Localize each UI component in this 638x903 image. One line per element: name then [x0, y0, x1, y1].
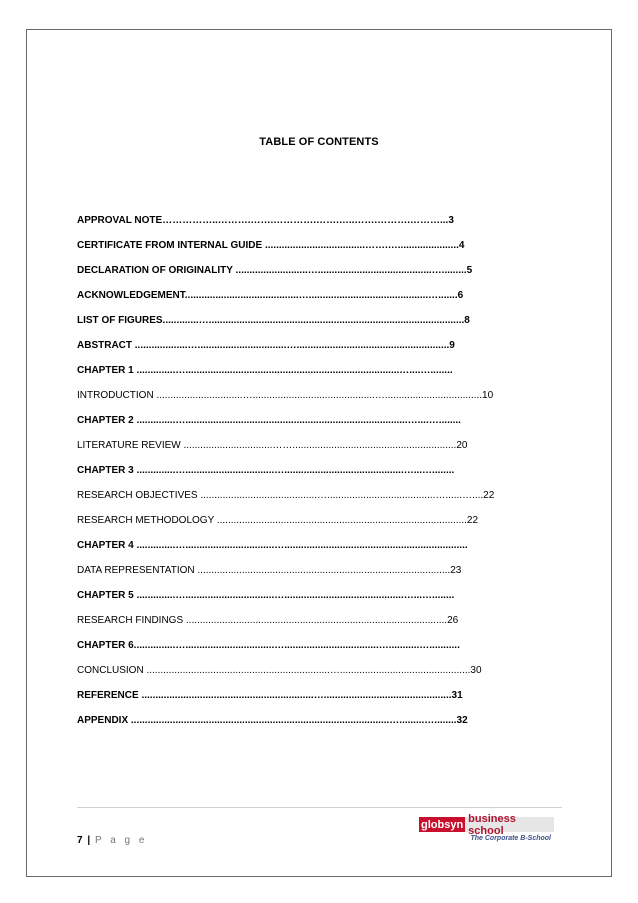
- toc-entry: [77, 364, 537, 389]
- school-logo: [419, 812, 554, 845]
- toc-entry-text: LIST OF FIGURES.............…............................................................................................8: [77, 315, 470, 326]
- toc-entry: [77, 539, 537, 564]
- toc-entry-text: ACKNOWLEDGEMENT.........................................…...........................................….......6: [77, 290, 464, 301]
- toc-entry: [77, 689, 537, 714]
- toc-entry-text: REFERENCE ..............................................................…..............................................31: [77, 690, 463, 701]
- toc-entry: [77, 289, 537, 314]
- toc-entry: [77, 314, 537, 339]
- toc-entry-text: CHAPTER 4 ..............…................................…..................................................................: [77, 540, 468, 551]
- logo-right-text: business school: [465, 817, 554, 832]
- toc-entry-text: CHAPTER 1 ..............….............................................................................…....…........: [77, 365, 453, 376]
- toc-entry-text: CHAPTER 6...............…................................…..................................…...........…...........: [77, 640, 460, 651]
- toc-entry-text: INTRODUCTION ...............................…............................................…...................................10: [77, 390, 494, 401]
- toc-entry-text: DECLARATION OF ORIGINALITY ..........................….........................................….........5: [77, 265, 473, 276]
- footer-divider: [77, 807, 562, 808]
- toc-entry-text: RESEARCH FINDINGS ..............................................................................................26: [77, 615, 459, 626]
- toc-entry-text: CERTIFICATE FROM INTERNAL GUIDE ....................................…….…......................4: [77, 240, 465, 251]
- toc-entry: [77, 664, 537, 689]
- toc-entry-text: CHAPTER 3 ..............…................................…...........................................…...…........: [77, 465, 455, 476]
- toc-entry: [77, 414, 537, 439]
- toc-entry: [77, 714, 537, 739]
- toc-entry: [77, 389, 537, 414]
- toc-entry: [77, 589, 537, 614]
- toc-entry-text: APPENDIX .............................................................................................….........…........32: [77, 715, 468, 726]
- toc-entry-text: CONCLUSION ..................................................................…...............................................30: [77, 665, 482, 676]
- toc-entry-text: CHAPTER 2 ..............…................................................................................…....…........: [77, 415, 461, 426]
- toc-entry-text: RESEARCH OBJECTIVES ..........................................….......................................…......…....22: [77, 490, 495, 501]
- page-label: P a g e: [94, 835, 148, 846]
- page-number-footer: [77, 835, 147, 846]
- toc-entry: [77, 339, 537, 364]
- table-of-contents: [77, 214, 537, 739]
- toc-entry: [77, 564, 537, 589]
- toc-entry-text: RESEARCH METHODOLOGY ..........................................................................................22: [77, 515, 479, 526]
- toc-entry: [77, 464, 537, 489]
- toc-entry: [77, 514, 537, 539]
- logo-tagline: The Corporate B-School: [470, 835, 551, 842]
- toc-entry-text: ABSTRACT ...................…................................….......................................................9: [77, 340, 455, 351]
- toc-entry-text: LITERATURE REVIEW ................................……...........................................................20: [77, 440, 468, 451]
- toc-entry: [77, 239, 537, 264]
- logo-wordmark: [419, 812, 554, 837]
- toc-entry: [77, 264, 537, 289]
- document-title: TABLE OF CONTENTS: [259, 136, 379, 148]
- toc-entry: [77, 439, 537, 464]
- page-number: 7: [77, 835, 83, 846]
- footer-separator: |: [87, 835, 91, 846]
- toc-entry-text: DATA REPRESENTATION ...........................................................................................23: [77, 565, 462, 576]
- toc-entry: [77, 639, 537, 664]
- toc-entry: [77, 489, 537, 514]
- toc-entry: [77, 214, 537, 239]
- toc-entry-text: CHAPTER 5 ..............…................................…...........................................…...…........: [77, 590, 455, 601]
- logo-left-text: globsyn: [421, 818, 464, 831]
- toc-entry-text: APPROVAL NOTE……………..……….…….………….…….…..…….……….………...3: [77, 215, 454, 226]
- toc-entry: [77, 614, 537, 639]
